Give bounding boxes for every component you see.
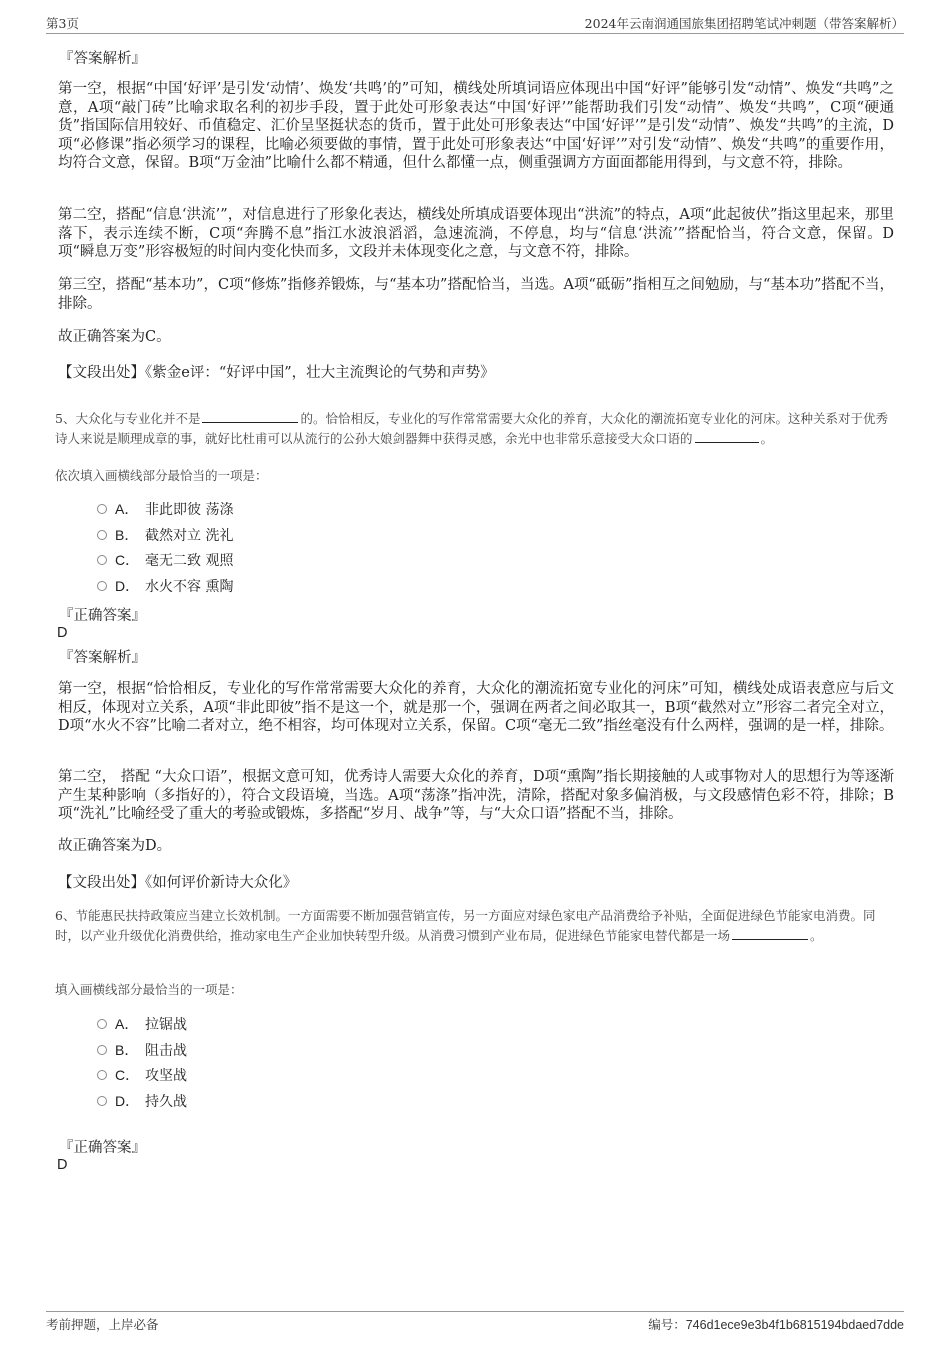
footer-code: 编号：746d1ece9e3b4f1b6815194bdaed7dde — [648, 1317, 904, 1332]
q5-source-label: 【文段出处】 — [58, 875, 145, 891]
q4-analysis-para-1: 第一空，根据“中国‘好评’是引发‘动情’、焕发‘共鸣’的”可知，横线处所填词语应体现出中国“好评”能够引发“动情”、焕发“共鸣”之意，A项“敲门砖”比喻求取名利的初步手段，置于此处可形象表达“中国‘好评’”能帮助我们引发“动情”、焕发“共鸣”，C项“硬通货”指国际信用较好、币值稳定、汇价呈坚挺状态的货币，置于此处可形象表达“中国‘好评’”是引发“动情”、焕发“共鸣”的主流，D项“必修课”指必须学习的课程，比喻必须要做的事情，置于此处可形象表达“中国‘好评’”对引发“动情”、焕发“共鸣”的重要作用，均符合文意，保留。B项“万金油”比喻什么都不精通，但什么都懂一点，侧重强调方方面面都能用得到，与文意不符，排除。 — [58, 81, 894, 171]
q5-option-c[interactable]: C． 毫无二致 观照 — [97, 550, 233, 570]
q5-answer: D — [57, 625, 68, 641]
radio-icon[interactable] — [97, 1019, 107, 1029]
footer-slogan: 考前押题，上岸必备 — [46, 1317, 159, 1332]
q5-option-b[interactable]: B． 截然对立 洗礼 — [97, 525, 233, 545]
q6-option-c[interactable]: C． 攻坚战 — [97, 1065, 187, 1085]
radio-icon[interactable] — [97, 581, 107, 591]
q4-source-label: 【文段出处】 — [58, 365, 145, 381]
radio-icon[interactable] — [97, 1045, 107, 1055]
q4-source-title: 《紫金e评：“好评中国”，壮大主流舆论的气势和声势》 — [145, 365, 495, 381]
q6-stem: 6、节能惠民扶持政策应当建立长效机制。一方面需要不断加强营销宣传，另一方面应对绿色家电产品消费给予补贴，全面促进绿色节能家电消费。同时，以产业升级优化消费供给，推动家电生产企业加快转型升级。从消费习惯到产业布局，促进绿色节能家电替代都是一场 。 — [55, 908, 876, 943]
q4-analysis-label: 『答案解析』 — [59, 51, 146, 67]
q5-blank-1 — [202, 411, 298, 423]
q6-option-a[interactable]: A． 拉锯战 — [97, 1014, 187, 1034]
q5-analysis-para-2: 第二空， 搭配 “大众口语”，根据文意可知，优秀诗人需要大众化的养育，D项“熏陶”指长期接触的人或事物对人的思想行为等逐渐产生某种影响（多指好的），符合文段语境，当选。A项“荡涤”指冲洗，清除，搭配对象多偏消极，与文段感情色彩不符，排除；B项“洗礼”比喻经受了重大的考验或锻炼，多搭配“岁月、战争”等，与“大众口语”搭配不当，排除。 — [58, 769, 894, 822]
q5-source — [58, 871, 297, 892]
q6-option-d[interactable]: D． 持久战 — [97, 1091, 187, 1111]
q4-conclusion: 故正确答案为C。 — [58, 329, 171, 345]
document-code: 746d1ece9e3b4f1b6815194bdaed7dde — [685, 1318, 904, 1332]
radio-icon[interactable] — [97, 530, 107, 540]
q5-answer-label: 『正确答案』 — [59, 608, 146, 624]
q5-number: 5、 — [55, 411, 76, 426]
q5-option-a[interactable]: A． 非此即彼 荡涤 — [97, 499, 233, 519]
q6-answer-label: 『正确答案』 — [59, 1140, 146, 1156]
radio-icon[interactable] — [97, 504, 107, 514]
q4-source — [58, 361, 495, 382]
q5-analysis-para-1: 第一空，根据“恰恰相反，专业化的写作常常需要大众化的养育，大众化的潮流拓宽专业化的河床”可知，横线处成语表意应与后文相反，体现对立关系，A项“非此即彼”指不是这一个，就是那一个，强调在两者之间必取其一，B项“截然对立”形容二者完全对立，D项“水火不容”比喻二者对立，绝不相容，均可体现对立关系，保留。C项“毫无二致”指丝毫没有什么两样，强调的是一样，排除。 — [58, 681, 894, 734]
q5-analysis-label: 『答案解析』 — [59, 650, 146, 666]
q5-blank-2 — [695, 431, 759, 443]
q5-conclusion: 故正确答案为D。 — [58, 838, 172, 854]
page-footer — [46, 1311, 904, 1335]
q6-option-b[interactable]: B． 阻击战 — [97, 1040, 187, 1060]
q5-source-title: 《如何评价新诗大众化》 — [145, 875, 298, 891]
q6-answer: D — [57, 1157, 68, 1173]
q5-prompt: 依次填入画横线部分最恰当的一项是： — [55, 468, 268, 483]
radio-icon[interactable] — [97, 555, 107, 565]
page-number: 第3页 — [46, 16, 79, 31]
q4-analysis-para-2: 第二空，搭配“信息‘洪流’”，对信息进行了形象化表达，横线处所填成语要体现出“洪流”的特点，A项“此起彼伏”指这里起来，那里落下，表示连续不断，C项“奔腾不息”指江水波浪滔滔，急速流淌，不停息，均与“信息‘洪流’”搭配恰当，符合文意，保留。D项“瞬息万变”形容极短的时间内变化快而多，文段并未体现变化之意，与文意不符，排除。 — [58, 207, 894, 260]
radio-icon[interactable] — [97, 1096, 107, 1106]
q5-option-d[interactable]: D． 水火不容 熏陶 — [97, 576, 233, 596]
page-header — [46, 14, 904, 34]
document-title: 2024年云南润通国旅集团招聘笔试冲刺题（带答案解析） — [584, 16, 904, 31]
q6-number: 6、 — [55, 908, 76, 923]
q6-blank — [732, 928, 808, 940]
q4-analysis-para-3: 第三空，搭配“基本功”，C项“修炼”指修养锻炼，与“基本功”搭配恰当，当选。A项“砥砺”指相互之间勉励，与“基本功”搭配不当，排除。 — [58, 277, 894, 312]
q6-prompt: 填入画横线部分最恰当的一项是： — [55, 982, 243, 997]
radio-icon[interactable] — [97, 1070, 107, 1080]
q5-stem: 5、大众化与专业化并不是 的。恰恰相反，专业化的写作常常需要大众化的养育，大众化的潮流拓宽专业化的河床。这种关系对于优秀诗人来说是顺理成章的事，就好比杜甫可以从流行的公孙大娘剑器舞中获得灵感，余光中也非常乐意接受大众口语的 。 — [55, 411, 888, 446]
